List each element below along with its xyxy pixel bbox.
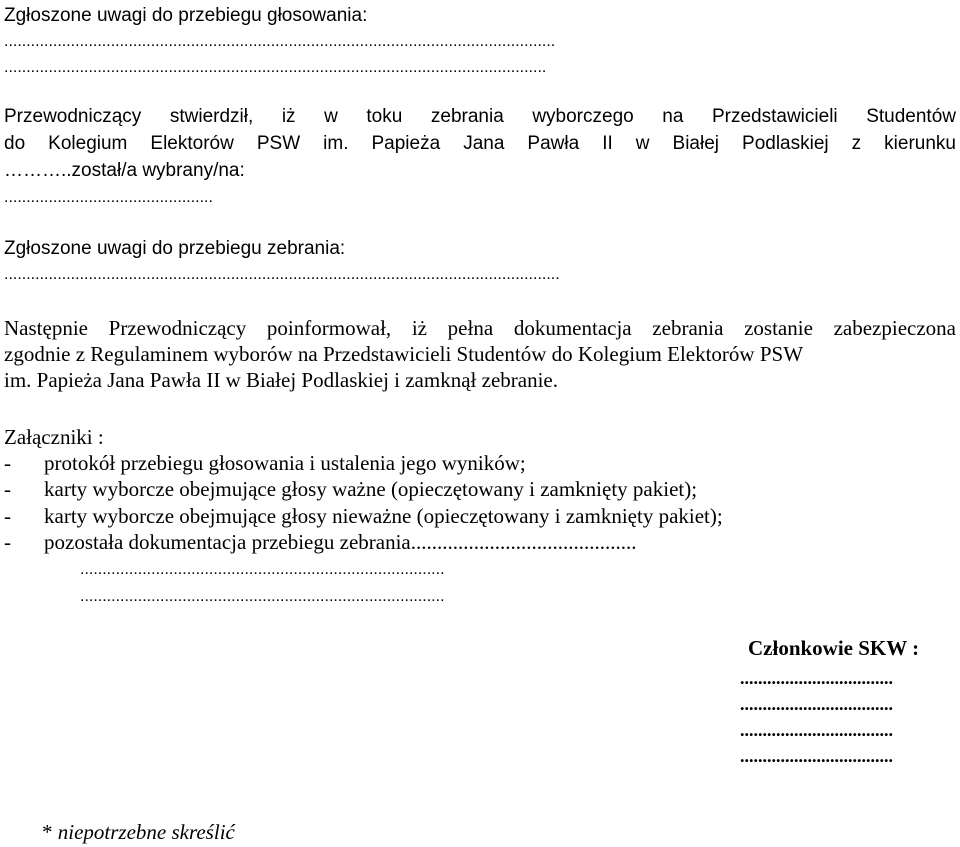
attachment-item xyxy=(4,477,697,501)
attachment-dash: - xyxy=(4,530,11,554)
voting-remarks-label: Zgłoszone uwagi do przebiegu głosowania: xyxy=(4,5,368,26)
member-signature-line: .................................. xyxy=(740,746,893,766)
attachment-text: pozostała dokumentacja przebiegu zebrania........................................... xyxy=(44,530,637,554)
attachment-item xyxy=(4,530,637,554)
attachment-dash: - xyxy=(4,477,11,501)
result-dots: ............................................... xyxy=(4,189,213,206)
result-line-3: ………..został/a wybrany/na: xyxy=(4,160,245,181)
attachments-extra-dots-2: .................................................................................. xyxy=(80,588,445,605)
attachment-item xyxy=(4,504,723,528)
footnote-text: niepotrzebne skreślić xyxy=(57,820,235,844)
meeting-remarks-dots: ............................................................................................................................. xyxy=(4,266,560,283)
closing-line-2: zgodnie z Regulaminem wyborów na Przedstawicieli Studentów do Kolegium Elektorów PSW xyxy=(4,342,804,366)
result-line-1: Przewodniczący stwierdził, iż w toku zebrania wyborczego na Przedstawicieli Studentów xyxy=(4,106,956,127)
result-line-2: do Kolegium Elektorów PSW im. Papieża Jana Pawła II w Białej Podlaskiej z kierunku xyxy=(4,133,956,154)
voting-remarks-dots-1: ............................................................................................................................ xyxy=(4,33,556,50)
members-title: Członkowie SKW : xyxy=(748,636,920,660)
attachment-item xyxy=(4,451,526,475)
meeting-remarks-label: Zgłoszone uwagi do przebiegu zebrania: xyxy=(4,238,346,259)
footnote-star: * xyxy=(42,820,58,844)
member-signature-line: .................................. xyxy=(740,720,893,740)
attachment-dash: - xyxy=(4,504,11,528)
closing-line-3: im. Papieża Jana Pawła II w Białej Podlaskiej i zamknął zebranie. xyxy=(4,368,558,392)
attachment-text: karty wyborcze obejmujące głosy ważne (opieczętowany i zamknięty pakiet); xyxy=(44,477,698,501)
member-signature-line: .................................. xyxy=(740,694,893,714)
attachments-extra-dots-1: .................................................................................. xyxy=(80,561,445,578)
footnote xyxy=(42,819,235,845)
closing-line-1: Następnie Przewodniczący poinformował, iż pełna dokumentacja zebrania zostanie zabezpieczona xyxy=(4,316,956,340)
attachment-text: protokół przebiegu głosowania i ustalenia jego wyników; xyxy=(44,451,526,475)
attachments-label: Załączniki : xyxy=(4,425,104,449)
voting-remarks-dots-2: .......................................................................................................................... xyxy=(4,59,547,76)
attachment-text: karty wyborcze obejmujące głosy nieważne (opieczętowany i zamknięty pakiet); xyxy=(44,504,723,528)
member-signature-line: .................................. xyxy=(740,668,893,688)
attachment-dash: - xyxy=(4,451,11,475)
